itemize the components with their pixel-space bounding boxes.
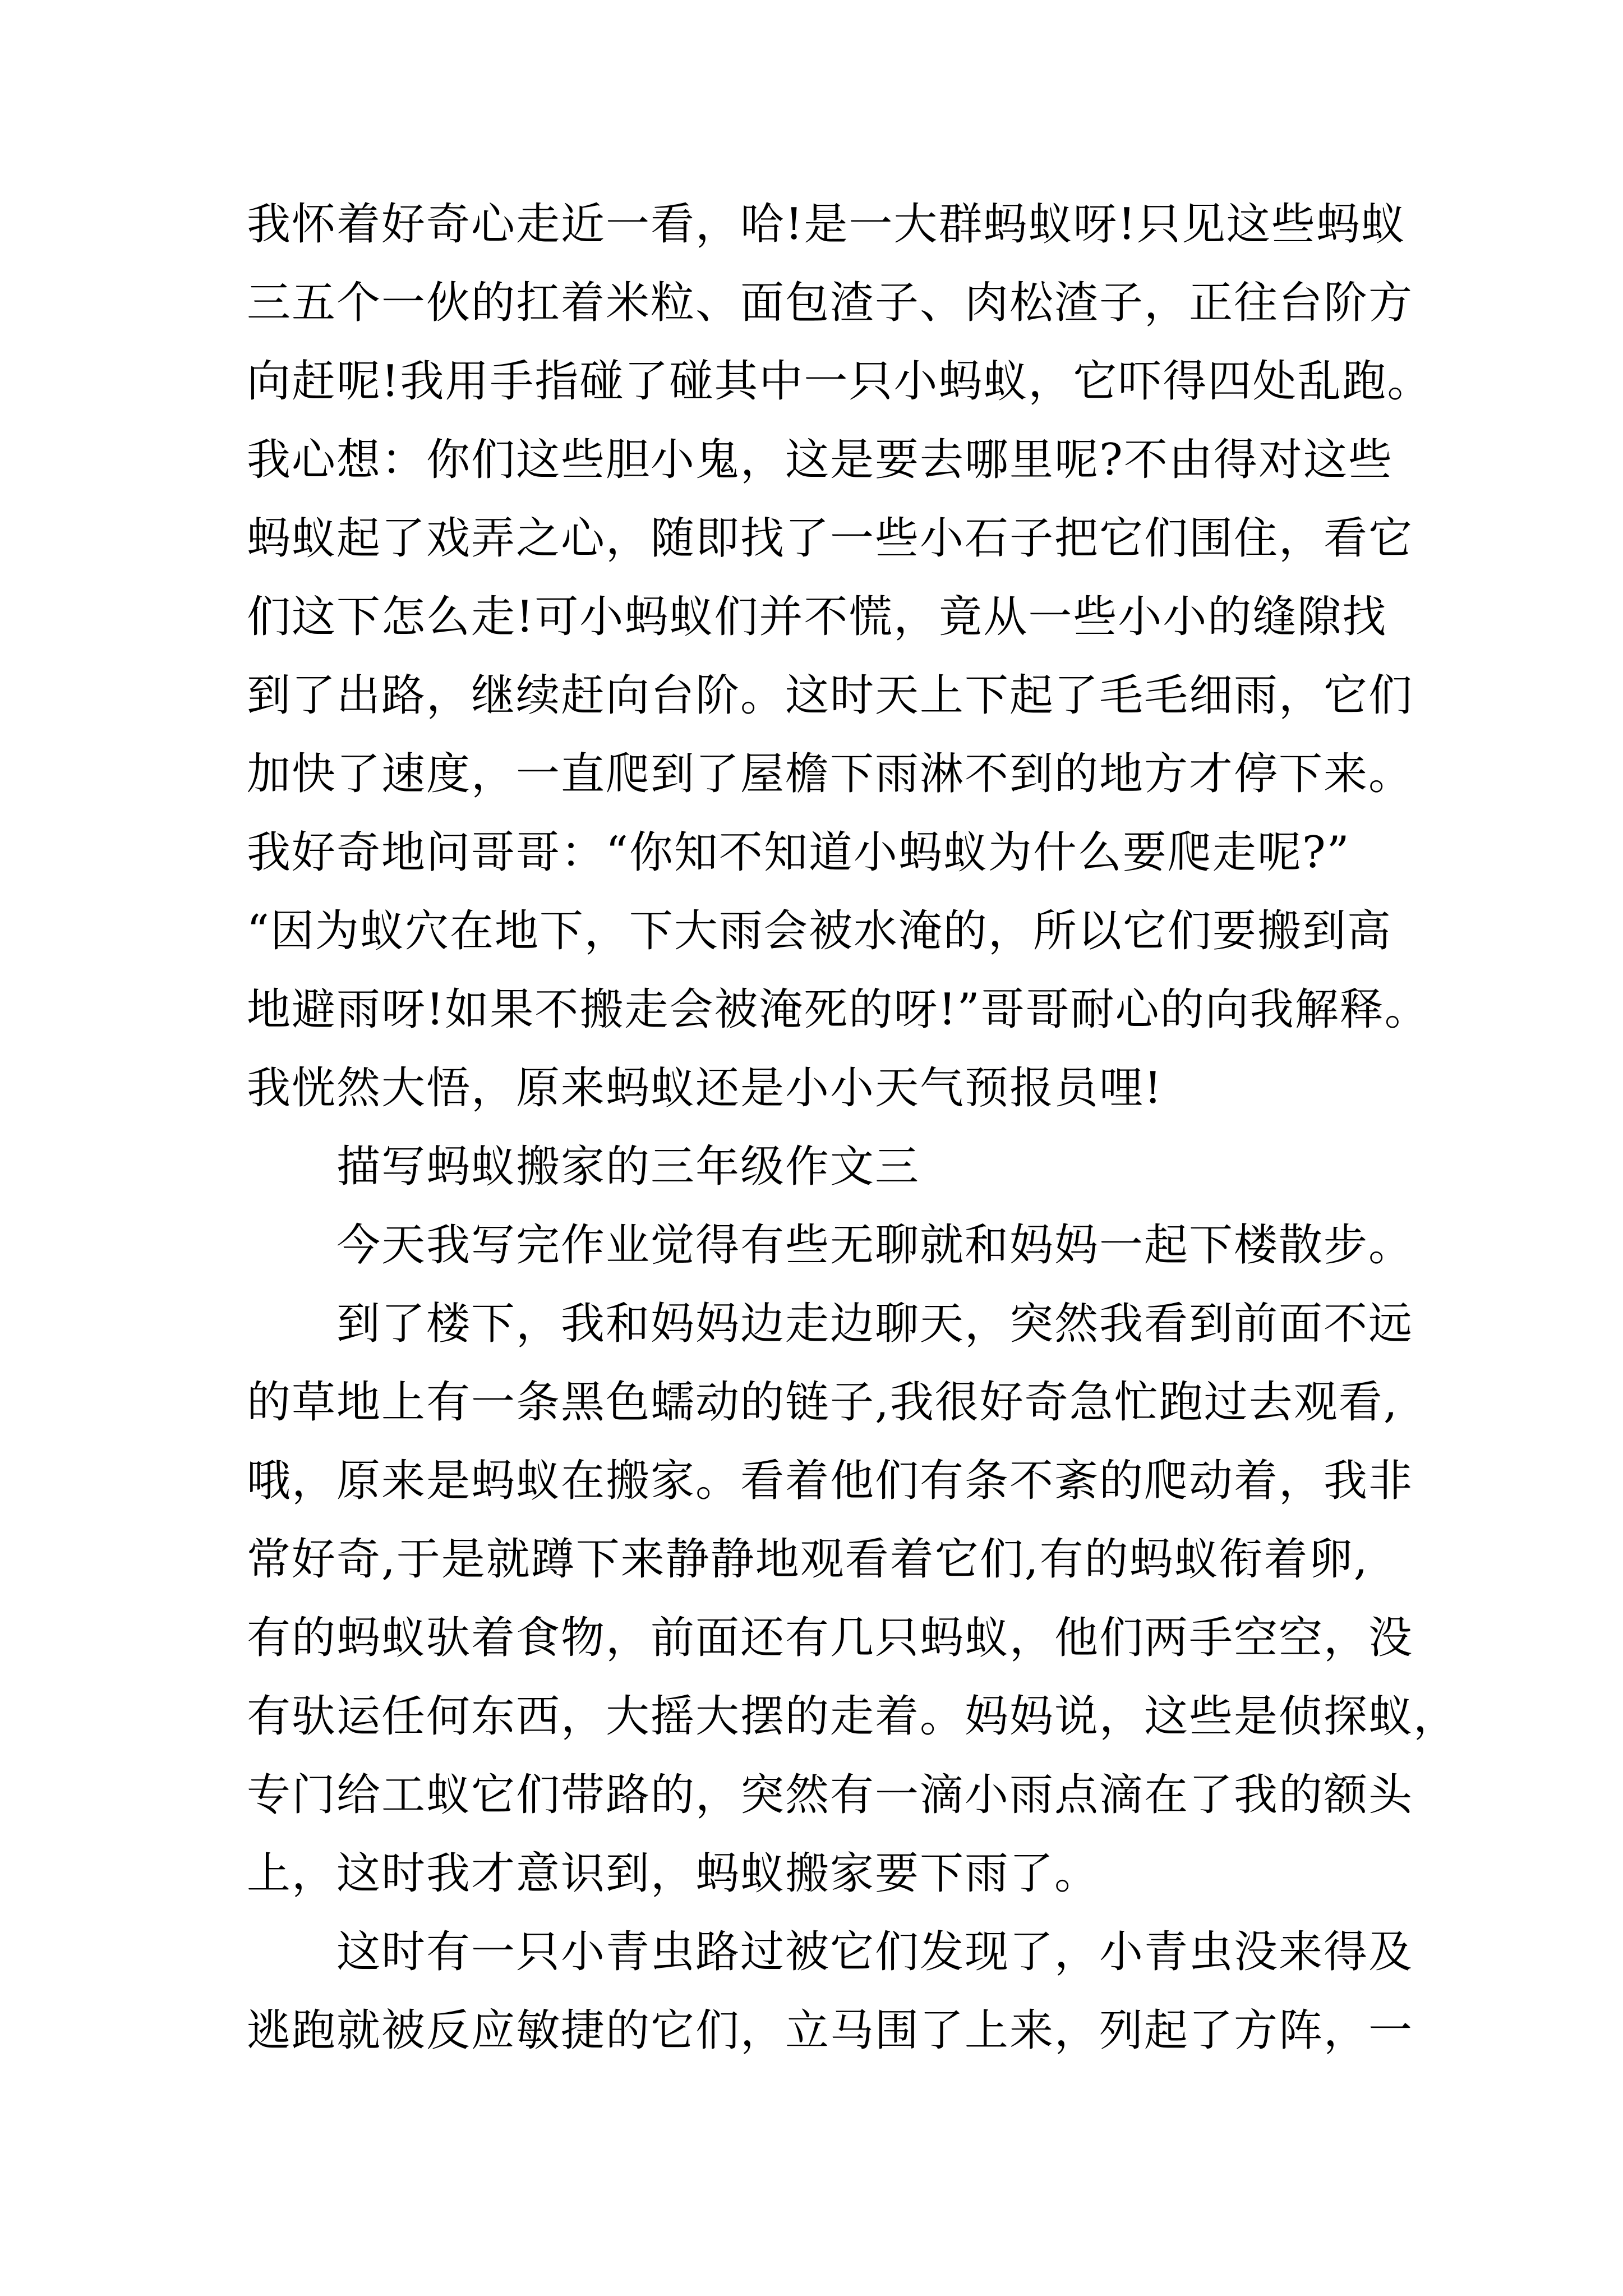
text-line: 哦，原来是蚂蚁在搬家。看着他们有条不紊的爬动着，我非 (247, 1456, 1414, 1506)
text-line: 上，这时我才意识到，蚂蚁搬家要下雨了。 (247, 1848, 1100, 1899)
text-line: 三五个一伙的扛着米粒、面包渣子、肉松渣子，正往台阶方 (247, 278, 1414, 328)
text-line: 加快了速度，一直爬到了屋檐下雨淋不到的地方才停下来。 (247, 749, 1414, 799)
text-line: 逃跑就被反应敏捷的它们，立马围了上来，列起了方阵，一 (247, 2005, 1414, 2056)
text-line: 蚂蚁起了戏弄之心，随即找了一些小石子把它们围住，看它 (247, 513, 1414, 564)
text-line: 有的蚂蚁驮着食物，前面还有几只蚂蚁，他们两手空空，没 (247, 1613, 1414, 1663)
text-line: 我好奇地问哥哥：“你知不知道小蚂蚁为什么要爬走呢?” (247, 827, 1350, 878)
text-line: 我心想：你们这些胆小鬼，这是要去哪里呢?不由得对这些 (247, 435, 1393, 485)
text-line: 专门给工蚁它们带路的，突然有一滴小雨点滴在了我的额头 (247, 1770, 1414, 1820)
text-line: “因为蚁穴在地下，下大雨会被水淹的，所以它们要搬到高 (247, 906, 1392, 956)
text-line: 们这下怎么走!可小蚂蚁们并不慌，竟从一些小小的缝隙找 (247, 592, 1387, 642)
text-line: 的草地上有一条黑色蠕动的链子,我很好奇急忙跑过去观看, (247, 1377, 1399, 1428)
text-line: 今天我写完作业觉得有些无聊就和妈妈一起下楼散步。 (336, 1220, 1414, 1271)
text-line: 地避雨呀!如果不搬走会被淹死的呀!”哥哥耐心的向我解释。 (247, 984, 1430, 1035)
body-text (247, 185, 1459, 2070)
text-line: 有驮运任何东西，大摇大摆的走着。妈妈说，这些是侦探蚁， (247, 1691, 1459, 1742)
text-line: 常好奇,于是就蹲下来静静地观看着它们,有的蚂蚁衔着卵, (247, 1534, 1369, 1585)
section-title: 描写蚂蚁搬家的三年级作文三 (336, 1142, 920, 1192)
text-line: 这时有一只小青虫路过被它们发现了，小青虫没来得及 (336, 1927, 1414, 1977)
text-line: 向赶呢!我用手指碰了碰其中一只小蚂蚁，它吓得四处乱跑。 (247, 356, 1432, 407)
text-line: 我怀着好奇心走近一看，哈!是一大群蚂蚁呀!只见这些蚂蚁 (247, 199, 1406, 250)
text-line: 到了出路，继续赶向台阶。这时天上下起了毛毛细雨，它们 (247, 670, 1414, 721)
text-line: 到了楼下，我和妈妈边走边聊天，突然我看到前面不远 (336, 1299, 1414, 1349)
text-line: 我恍然大悟，原来蚂蚁还是小小天气预报员哩! (247, 1063, 1163, 1114)
